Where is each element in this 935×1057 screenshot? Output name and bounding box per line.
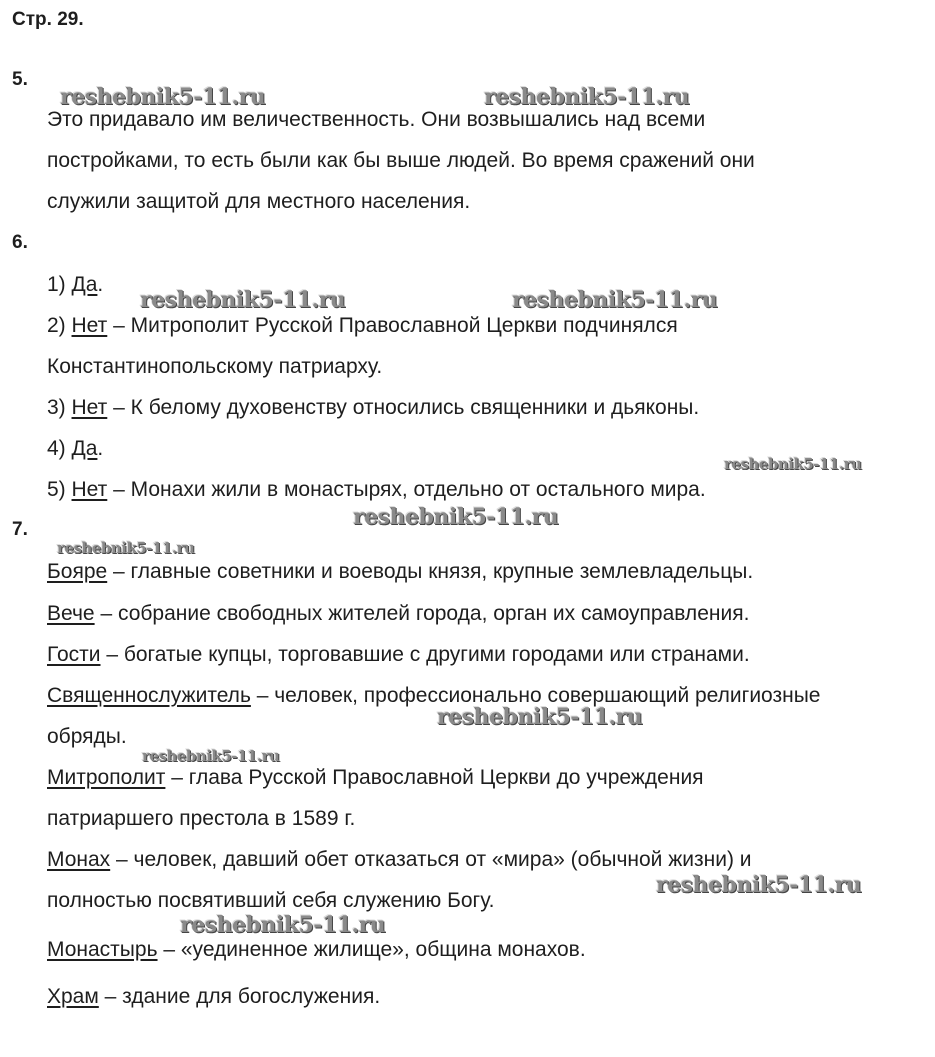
answer-item bbox=[47, 437, 103, 461]
item-answer: Нет bbox=[71, 314, 108, 337]
question-5-number: 5. bbox=[12, 69, 28, 90]
question-7-number: 7. bbox=[12, 519, 28, 540]
watermark: reshebnik5-11.ru bbox=[437, 704, 643, 730]
glossary-entry bbox=[47, 602, 749, 626]
watermark: reshebnik5-11.ru bbox=[512, 287, 718, 313]
glossary-entry bbox=[47, 684, 821, 708]
answer-line: служили защитой для местного населения. bbox=[47, 190, 471, 213]
glossary-entry bbox=[47, 560, 753, 584]
watermark: reshebnik5-11.ru bbox=[60, 84, 266, 110]
definition: – человек, давший обет отказаться от «мира» (обычной жизни) и bbox=[110, 848, 752, 871]
answer-item bbox=[47, 396, 699, 420]
watermark: reshebnik5-11.ru bbox=[57, 539, 195, 557]
term: Священнослужитель bbox=[47, 684, 251, 707]
definition: – «уединенное жилище», община монахов. bbox=[157, 938, 586, 961]
term: Бояре bbox=[47, 560, 108, 583]
answer-item bbox=[47, 478, 706, 502]
answer-line: постройками, то есть были как бы выше людей. Во время сражений они bbox=[47, 149, 755, 172]
answer-item bbox=[47, 355, 382, 379]
term: Вече bbox=[47, 602, 95, 625]
glossary-entry bbox=[47, 807, 355, 831]
definition: – здание для богослужения. bbox=[98, 985, 381, 1008]
definition: обряды. bbox=[47, 725, 127, 748]
item-number: 5) bbox=[47, 478, 72, 501]
item-text: – К белому духовенству относились священники и дьяконы. bbox=[107, 396, 700, 419]
page-label: Стр. 29. bbox=[12, 9, 84, 30]
watermark: reshebnik5-11.ru bbox=[656, 872, 862, 898]
answer-item bbox=[47, 314, 678, 338]
glossary-entry bbox=[47, 889, 494, 913]
glossary-entry bbox=[47, 766, 704, 790]
glossary-entry bbox=[47, 725, 127, 749]
definition: – главные советники и воеводы князя, крупные землевладельцы. bbox=[107, 560, 754, 583]
item-answer: Да bbox=[71, 273, 98, 296]
answer-line: Это придавало им величественность. Они возвышались над всеми bbox=[47, 108, 706, 131]
item-number: 4) bbox=[47, 437, 72, 460]
glossary-entry bbox=[47, 643, 750, 667]
item-text: . bbox=[97, 437, 104, 460]
term: Храм bbox=[47, 985, 99, 1008]
answer-item bbox=[47, 273, 103, 297]
item-answer: Да bbox=[71, 437, 98, 460]
watermark: reshebnik5-11.ru bbox=[142, 747, 280, 765]
definition: патриаршего престола в 1589 г. bbox=[47, 807, 356, 830]
glossary-entry bbox=[47, 938, 586, 962]
item-text: – Монахи жили в монастырях, отдельно от остального мира. bbox=[107, 478, 706, 501]
item-text: Константинопольскому патриарху. bbox=[47, 355, 383, 378]
term: Монах bbox=[47, 848, 111, 871]
question-6-number: 6. bbox=[12, 232, 28, 253]
item-answer: Нет bbox=[71, 396, 108, 419]
watermark: reshebnik5-11.ru bbox=[140, 287, 346, 313]
watermark: reshebnik5-11.ru bbox=[484, 84, 690, 110]
definition: – собрание свободных жителей города, орган их самоуправления. bbox=[94, 602, 750, 625]
term: Монастырь bbox=[47, 938, 158, 961]
definition: – человек, профессионально совершающий религиозные bbox=[250, 684, 821, 707]
item-number: 1) bbox=[47, 273, 72, 296]
term: Гости bbox=[47, 643, 101, 666]
item-number: 2) bbox=[47, 314, 72, 337]
definition: полностью посвятивший себя служению Богу. bbox=[47, 889, 495, 912]
definition: – глава Русской Православной Церкви до учреждения bbox=[165, 766, 704, 789]
glossary-entry bbox=[47, 848, 752, 872]
item-answer: Нет bbox=[71, 478, 108, 501]
watermark: reshebnik5-11.ru bbox=[353, 504, 559, 530]
item-number: 3) bbox=[47, 396, 72, 419]
item-text: – Митрополит Русской Православной Церкви подчинялся bbox=[107, 314, 678, 337]
term: Митрополит bbox=[47, 766, 166, 789]
glossary-entry bbox=[47, 985, 380, 1009]
definition: – богатые купцы, торговавшие с другими городами или странами. bbox=[100, 643, 750, 666]
item-text: . bbox=[97, 273, 104, 296]
watermark: reshebnik5-11.ru bbox=[724, 455, 862, 473]
watermark: reshebnik5-11.ru bbox=[180, 912, 386, 938]
